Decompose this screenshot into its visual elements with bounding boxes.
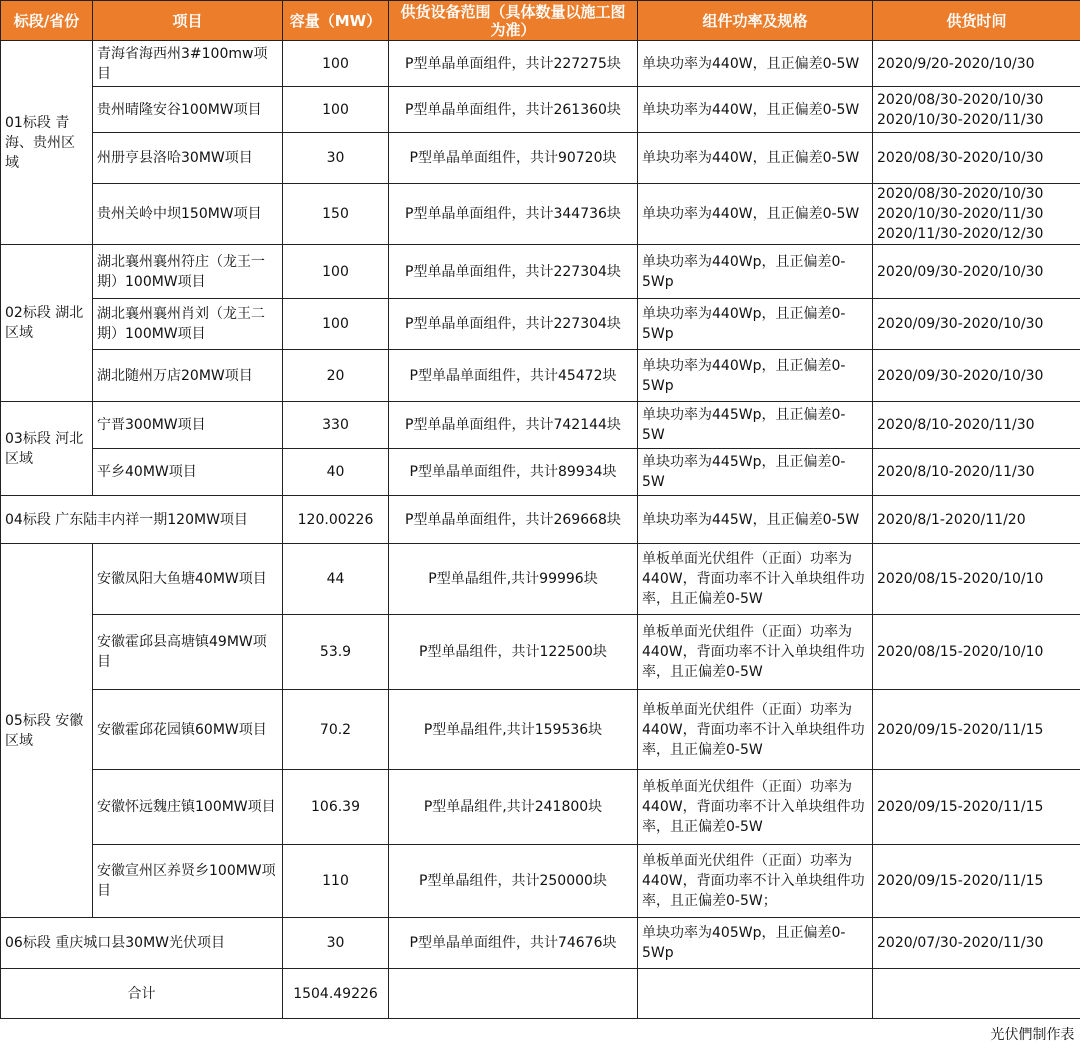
capacity-cell: 70.2 bbox=[283, 690, 389, 770]
section-label: 06标段 重庆城口县30MW光伏项目 bbox=[1, 918, 283, 969]
project-cell: 湖北随州万店20MW项目 bbox=[93, 350, 283, 402]
section-label: 04标段 广东陆丰内祥一期120MW项目 bbox=[1, 496, 283, 544]
capacity-cell: 100 bbox=[283, 245, 389, 299]
spec-cell: 单块功率为440W，且正偏差0-5W bbox=[638, 133, 873, 184]
project-cell: 湖北襄州襄州肖刘（龙王二期）100MW项目 bbox=[93, 299, 283, 350]
scope-cell: P型单晶单面组件，共计74676块 bbox=[389, 918, 638, 969]
table-row bbox=[1, 350, 1080, 402]
capacity-cell: 120.00226 bbox=[283, 496, 389, 544]
scope-cell: P型单晶单面组件，共计90720块 bbox=[389, 133, 638, 184]
project-cell: 贵州关岭中坝150MW项目 bbox=[93, 184, 283, 245]
scope-cell: P型单晶单面组件，共计269668块 bbox=[389, 496, 638, 544]
spec-cell: 单块功率为440Wp，且正偏差0-5Wp bbox=[638, 245, 873, 299]
table-row bbox=[1, 544, 1080, 615]
section-label: 05标段 安徽区域 bbox=[1, 544, 93, 918]
time-cell: 2020/8/10-2020/11/30 bbox=[873, 402, 1080, 449]
scope-cell: P型单晶组件,共计159536块 bbox=[389, 690, 638, 770]
project-cell: 湖北襄州襄州符庄（龙王一期）100MW项目 bbox=[93, 245, 283, 299]
capacity-cell: 53.9 bbox=[283, 615, 389, 690]
capacity-cell: 100 bbox=[283, 41, 389, 87]
table-row bbox=[1, 496, 1080, 544]
time-cell: 2020/09/30-2020/10/30 bbox=[873, 350, 1080, 402]
table-credit: 光伏們制作表 bbox=[1, 1019, 1080, 1051]
spec-cell: 单块功率为445Wp，且正偏差0-5W bbox=[638, 402, 873, 449]
table-row bbox=[1, 918, 1080, 969]
scope-cell: P型单晶组件，共计250000块 bbox=[389, 845, 638, 918]
capacity-cell: 40 bbox=[283, 449, 389, 496]
spec-cell: 单板单面光伏组件（正面）功率为440W，背面功率不计入单块组件功率，且正偏差0-5W； bbox=[638, 845, 873, 918]
spec-cell: 单块功率为440Wp，且正偏差0-5Wp bbox=[638, 350, 873, 402]
table-row bbox=[1, 133, 1080, 184]
time-cell: 2020/09/30-2020/10/30 bbox=[873, 299, 1080, 350]
spec-cell: 单块功率为440W，且正偏差0-5W bbox=[638, 184, 873, 245]
project-cell: 州册亨县洛哈30MW项目 bbox=[93, 133, 283, 184]
capacity-cell: 30 bbox=[283, 918, 389, 969]
scope-cell: P型单晶单面组件，共计227304块 bbox=[389, 299, 638, 350]
header-scope: 供货设备范围（具体数量以施工图为准） bbox=[389, 1, 638, 41]
header-spec: 组件功率及规格 bbox=[638, 1, 873, 41]
project-cell: 安徽怀远魏庄镇100MW项目 bbox=[93, 770, 283, 845]
spec-cell: 单块功率为445Wp，且正偏差0-5W bbox=[638, 449, 873, 496]
time-cell: 2020/08/15-2020/10/10 bbox=[873, 544, 1080, 615]
table-row bbox=[1, 184, 1080, 245]
capacity-cell: 330 bbox=[283, 402, 389, 449]
table-row bbox=[1, 845, 1080, 918]
header-time: 供货时间 bbox=[873, 1, 1080, 41]
scope-cell: P型单晶单面组件，共计344736块 bbox=[389, 184, 638, 245]
section-label: 03标段 河北区域 bbox=[1, 402, 93, 496]
empty-cell bbox=[389, 969, 638, 1019]
project-cell: 贵州晴隆安谷100MW项目 bbox=[93, 87, 283, 133]
time-cell: 2020/9/20-2020/10/30 bbox=[873, 41, 1080, 87]
capacity-cell: 20 bbox=[283, 350, 389, 402]
time-cell: 2020/08/30-2020/10/30 2020/10/30-2020/11/30 bbox=[873, 87, 1080, 133]
header-row bbox=[1, 1, 1080, 41]
time-cell: 2020/09/30-2020/10/30 bbox=[873, 245, 1080, 299]
table-row bbox=[1, 690, 1080, 770]
time-cell: 2020/08/30-2020/10/30 bbox=[873, 133, 1080, 184]
spec-cell: 单块功率为445W，且正偏差0-5W bbox=[638, 496, 873, 544]
scope-cell: P型单晶单面组件，共计227275块 bbox=[389, 41, 638, 87]
capacity-cell: 106.39 bbox=[283, 770, 389, 845]
project-cell: 安徽宣州区养贤乡100MW项目 bbox=[93, 845, 283, 918]
scope-cell: P型单晶组件,共计99996块 bbox=[389, 544, 638, 615]
total-row bbox=[1, 969, 1080, 1019]
spec-cell: 单板单面光伏组件（正面）功率为440W，背面功率不计入单块组件功率，且正偏差0-5W bbox=[638, 770, 873, 845]
scope-cell: P型单晶单面组件，共计45472块 bbox=[389, 350, 638, 402]
section-label: 01标段 青海、贵州区域 bbox=[1, 41, 93, 245]
total-label: 合计 bbox=[1, 969, 283, 1019]
table-row bbox=[1, 87, 1080, 133]
footer-row bbox=[1, 1019, 1080, 1051]
capacity-cell: 100 bbox=[283, 87, 389, 133]
scope-cell: P型单晶单面组件，共计89934块 bbox=[389, 449, 638, 496]
header-capacity: 容量（MW） bbox=[283, 1, 389, 41]
scope-cell: P型单晶组件，共计122500块 bbox=[389, 615, 638, 690]
project-cell: 青海省海西州3#100mw项目 bbox=[93, 41, 283, 87]
project-cell: 安徽霍邱花园镇60MW项目 bbox=[93, 690, 283, 770]
empty-cell bbox=[638, 969, 873, 1019]
spec-cell: 单块功率为440Wp，且正偏差0-5Wp bbox=[638, 299, 873, 350]
time-cell: 2020/09/15-2020/11/15 bbox=[873, 845, 1080, 918]
spec-cell: 单板单面光伏组件（正面）功率为440W，背面功率不计入单块组件功率，且正偏差0-5W bbox=[638, 615, 873, 690]
spec-cell: 单板单面光伏组件（正面）功率为440W，背面功率不计入单块组件功率，且正偏差0-5W bbox=[638, 690, 873, 770]
capacity-cell: 30 bbox=[283, 133, 389, 184]
table-row bbox=[1, 402, 1080, 449]
time-cell: 2020/07/30-2020/11/30 bbox=[873, 918, 1080, 969]
spec-cell: 单块功率为405Wp，且正偏差0-5Wp bbox=[638, 918, 873, 969]
table-row bbox=[1, 245, 1080, 299]
capacity-cell: 110 bbox=[283, 845, 389, 918]
scope-cell: P型单晶单面组件，共计742144块 bbox=[389, 402, 638, 449]
spec-cell: 单板单面光伏组件（正面）功率为440W，背面功率不计入单块组件功率，且正偏差0-5W bbox=[638, 544, 873, 615]
header-section: 标段/省份 bbox=[1, 1, 93, 41]
table-row bbox=[1, 299, 1080, 350]
project-cell: 宁晋300MW项目 bbox=[93, 402, 283, 449]
time-cell: 2020/08/15-2020/10/10 bbox=[873, 615, 1080, 690]
scope-cell: P型单晶组件,共计241800块 bbox=[389, 770, 638, 845]
time-cell: 2020/8/1-2020/11/20 bbox=[873, 496, 1080, 544]
section-label: 02标段 湖北区域 bbox=[1, 245, 93, 402]
time-cell: 2020/09/15-2020/11/15 bbox=[873, 690, 1080, 770]
spec-cell: 单块功率为440W，且正偏差0-5W bbox=[638, 87, 873, 133]
table-row bbox=[1, 449, 1080, 496]
spec-cell: 单块功率为440W，且正偏差0-5W bbox=[638, 41, 873, 87]
project-cell: 平乡40MW项目 bbox=[93, 449, 283, 496]
empty-cell bbox=[873, 969, 1080, 1019]
project-cell: 安徽霍邱县高塘镇49MW项目 bbox=[93, 615, 283, 690]
capacity-cell: 100 bbox=[283, 299, 389, 350]
table-row bbox=[1, 770, 1080, 845]
table-row bbox=[1, 41, 1080, 87]
capacity-cell: 150 bbox=[283, 184, 389, 245]
time-cell: 2020/08/30-2020/10/30 2020/10/30-2020/11/30 2020/11/30-2020/12/30 bbox=[873, 184, 1080, 245]
total-value: 1504.49226 bbox=[283, 969, 389, 1019]
time-cell: 2020/09/15-2020/11/15 bbox=[873, 770, 1080, 845]
time-cell: 2020/8/10-2020/11/30 bbox=[873, 449, 1080, 496]
header-project: 项目 bbox=[93, 1, 283, 41]
project-cell: 安徽凤阳大鱼塘40MW项目 bbox=[93, 544, 283, 615]
table-row bbox=[1, 615, 1080, 690]
scope-cell: P型单晶单面组件，共计261360块 bbox=[389, 87, 638, 133]
scope-cell: P型单晶单面组件，共计227304块 bbox=[389, 245, 638, 299]
capacity-cell: 44 bbox=[283, 544, 389, 615]
